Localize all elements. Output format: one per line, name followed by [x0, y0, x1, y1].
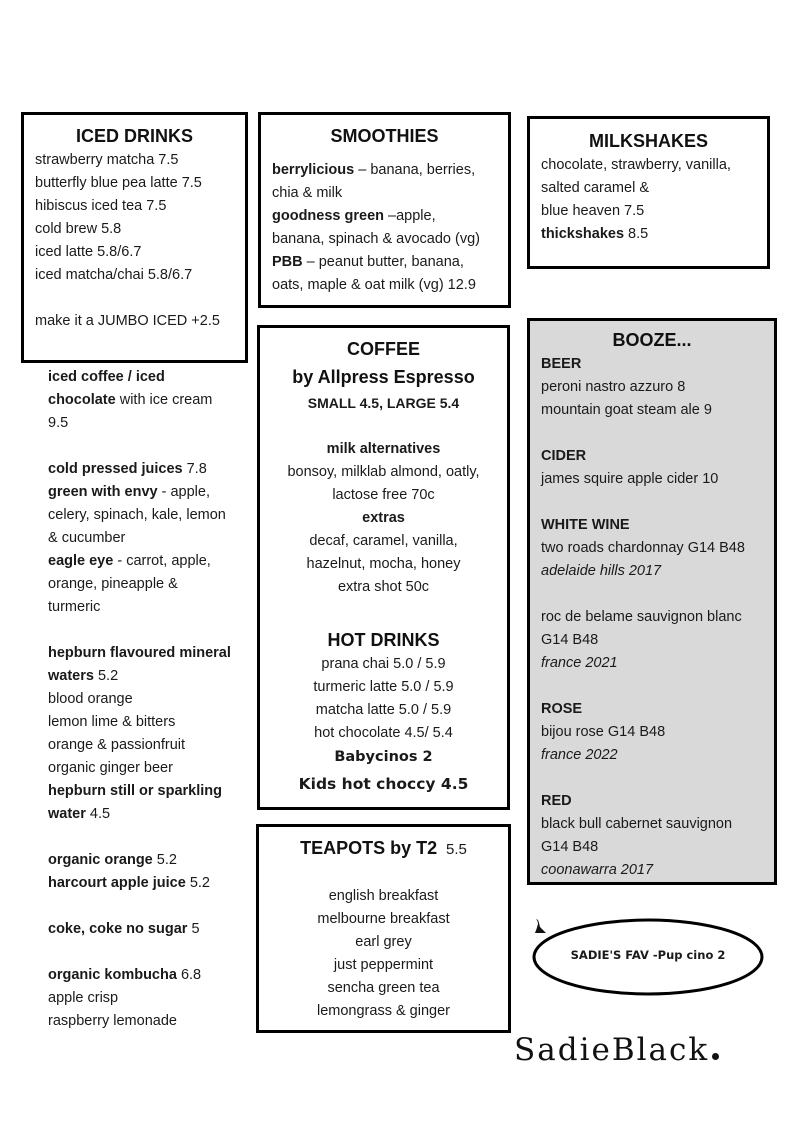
- item-price: 6.8: [176, 967, 202, 983]
- menu-item: [48, 964, 253, 987]
- item-name: coke, coke no sugar: [48, 921, 188, 937]
- logo-text: SadieBlack: [514, 1032, 710, 1068]
- menu-item: black bull cabernet sauvignon: [541, 816, 733, 832]
- item-desc: –apple,: [384, 208, 436, 224]
- item-desc: - carrot, apple,: [113, 553, 211, 569]
- hot-drinks-title: HOT DRINKS: [327, 630, 440, 650]
- tea-item: sencha green tea: [327, 980, 440, 996]
- menu-item: [541, 223, 767, 246]
- menu-item: hot chocolate 4.5/ 5.4: [314, 725, 453, 741]
- coffee-subtitle: by Allpress Espresso: [292, 367, 475, 387]
- item-name: green with envy: [48, 484, 158, 500]
- beer-heading: BEER: [541, 356, 582, 372]
- item-name: harcourt apple juice: [48, 875, 186, 891]
- item-price: 8.5: [624, 226, 649, 242]
- menu-item: [48, 550, 253, 573]
- flavour-item: organic ginger beer: [48, 760, 173, 776]
- item-price: 5.2: [185, 875, 210, 891]
- item-desc: banana, spinach & avocado (vg): [272, 231, 480, 247]
- item-desc: - apple,: [157, 484, 210, 500]
- menu-item: [48, 872, 253, 895]
- milkshakes-title: MILKSHAKES: [588, 131, 708, 151]
- teapots-title: TEAPOTS by T2: [300, 838, 438, 858]
- menu-item: extra shot 50c: [337, 579, 430, 595]
- menu-item: chocolate, strawberry, vanilla,: [541, 157, 731, 173]
- sadieblack-logo: [514, 1032, 719, 1068]
- red-heading: RED: [541, 793, 572, 809]
- menu-item: peroni nastro azzuro 8: [541, 379, 686, 395]
- menu-item: [272, 205, 508, 228]
- menu-item: iced matcha/chai 5.8/6.7: [35, 267, 193, 283]
- menu-item: [272, 159, 508, 182]
- coffee-sizes: SMALL 4.5, LARGE 5.4: [307, 395, 460, 411]
- menu-item: [48, 481, 253, 504]
- booze-title: BOOZE...: [612, 330, 692, 350]
- item-price: 4.5: [85, 806, 111, 822]
- menu-item: [272, 251, 508, 274]
- item-name: hepburn still or sparkling: [48, 783, 223, 799]
- menu-item: prana chai 5.0 / 5.9: [321, 656, 446, 672]
- tea-item: melbourne breakfast: [317, 911, 450, 927]
- milkshakes-section: [527, 116, 770, 269]
- menu-item: hazelnut, mocha, honey: [306, 556, 461, 572]
- item-price: G14 B48: [541, 839, 599, 855]
- menu-item: [48, 458, 253, 481]
- item-desc: oats, maple & oat milk (vg) 12.9: [272, 277, 476, 293]
- iced-drinks-section: [21, 112, 248, 363]
- teapots-header: [259, 835, 508, 863]
- item-price: G14 B48: [541, 632, 599, 648]
- item-name: organic orange: [48, 852, 153, 868]
- tea-item: earl grey: [355, 934, 412, 950]
- flavour-item: apple crisp: [48, 990, 119, 1006]
- item-desc: celery, spinach, kale, lemon: [48, 507, 226, 523]
- item-name: waters: [48, 668, 94, 684]
- menu-item: roc de belame sauvignon blanc: [541, 609, 742, 625]
- cider-heading: CIDER: [541, 448, 587, 464]
- teapots-section: [256, 824, 511, 1033]
- flavour-item: orange & passionfruit: [48, 737, 186, 753]
- coffee-section: [257, 325, 510, 810]
- item-price: 9.5: [48, 415, 69, 431]
- wine-origin: adelaide hills 2017: [541, 563, 662, 579]
- menu-item: butterfly blue pea latte 7.5: [35, 175, 202, 191]
- item-desc: with ice cream: [115, 392, 213, 408]
- item-desc: chia & milk: [272, 185, 343, 201]
- menu-item: blue heaven 7.5: [541, 203, 645, 219]
- item-name: iced coffee / iced: [48, 369, 165, 385]
- item-name: cold pressed juices: [48, 461, 183, 477]
- menu-item: two roads chardonnay G14 B48: [541, 540, 745, 556]
- smoothies-title: SMOOTHIES: [330, 126, 439, 146]
- item-name: chocolate: [48, 392, 116, 408]
- menu-item: [48, 389, 253, 412]
- item-price: 5: [187, 921, 200, 937]
- item-price: 5.2: [93, 668, 119, 684]
- jumbo-upsize-note: make it a JUMBO ICED +2.5: [35, 313, 220, 329]
- menu-item: turmeric latte 5.0 / 5.9: [313, 679, 454, 695]
- menu-item: [48, 918, 253, 941]
- item-name: organic kombucha: [48, 967, 177, 983]
- rose-heading: ROSE: [541, 701, 583, 717]
- item-name: water: [48, 806, 86, 822]
- sadies-fav-text: SADIE'S FAV -Pup cino 2: [570, 948, 726, 962]
- item-name: PBB: [272, 254, 303, 270]
- item-name: eagle eye: [48, 553, 114, 569]
- sadies-fav-badge: [532, 918, 764, 996]
- wine-origin: coonawarra 2017: [541, 862, 654, 878]
- flavour-item: raspberry lemonade: [48, 1013, 177, 1029]
- item-desc: orange, pineapple &: [48, 576, 178, 592]
- flavour-item: lemon lime & bitters: [48, 714, 176, 730]
- item-name: goodness green: [272, 208, 384, 224]
- item-desc: – banana, berries,: [354, 162, 476, 178]
- white-wine-heading: WHITE WINE: [541, 517, 630, 533]
- milk-alternatives-title: milk alternatives: [326, 441, 441, 457]
- menu-item: mountain goat steam ale 9: [541, 402, 712, 418]
- menu-item: salted caramel &: [541, 180, 649, 196]
- menu-item: decaf, caramel, vanilla,: [309, 533, 458, 549]
- menu-item: lactose free 70c: [332, 487, 435, 503]
- menu-item: cold brew 5.8: [35, 221, 122, 237]
- menu-item: Babycinos 2: [334, 749, 433, 765]
- item-name: thickshakes: [541, 226, 625, 242]
- logo-dot-icon: [712, 1053, 719, 1060]
- wine-origin: france 2021: [541, 655, 618, 671]
- item-desc: – peanut butter, banana,: [302, 254, 464, 270]
- wine-origin: france 2022: [541, 747, 618, 763]
- booze-section: [527, 318, 777, 885]
- extras-title: extras: [362, 510, 405, 526]
- menu-item: bonsoy, milklab almond, oatly,: [287, 464, 480, 480]
- menu-item: [48, 849, 253, 872]
- item-desc: & cucumber: [48, 530, 126, 546]
- other-drinks-section: [48, 366, 253, 1033]
- smoothies-section: [258, 112, 511, 308]
- menu-item: bijou rose G14 B48: [541, 724, 666, 740]
- menu-item: hibiscus iced tea 7.5: [35, 198, 167, 214]
- dog-icon: [532, 918, 548, 934]
- menu-item: james squire apple cider 10: [541, 471, 719, 487]
- item-name: berrylicious: [272, 162, 355, 178]
- iced-drinks-title: ICED DRINKS: [75, 126, 193, 146]
- menu-item: matcha latte 5.0 / 5.9: [315, 702, 452, 718]
- menu-item: [48, 803, 253, 826]
- flavour-item: blood orange: [48, 691, 133, 707]
- coffee-title: COFFEE: [346, 339, 420, 359]
- item-desc: turmeric: [48, 599, 101, 615]
- menu-item: iced latte 5.8/6.7: [35, 244, 142, 260]
- tea-item: english breakfast: [328, 888, 439, 904]
- tea-item: lemongrass & ginger: [317, 1003, 450, 1019]
- tea-item: just peppermint: [333, 957, 434, 973]
- item-name: hepburn flavoured mineral: [48, 645, 231, 661]
- menu-item: [48, 665, 253, 688]
- teapots-price: 5.5: [446, 841, 467, 858]
- menu-item: strawberry matcha 7.5: [35, 152, 179, 168]
- item-price: 5.2: [152, 852, 177, 868]
- menu-item: Kids hot choccy 4.5: [298, 775, 469, 793]
- item-price: 7.8: [182, 461, 207, 477]
